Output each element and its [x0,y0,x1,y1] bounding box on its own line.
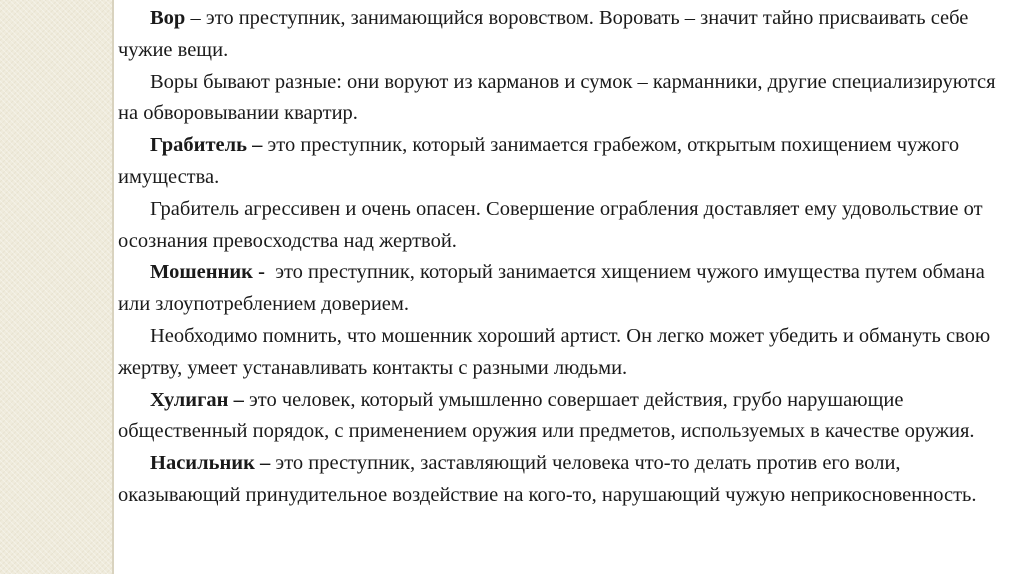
paragraph-nasilnik-definition [118,448,1018,512]
paragraph-khuligan-definition [118,385,1018,449]
term-nasilnik: Насильник – [150,452,271,475]
side-divider [112,0,114,574]
definition-text: это преступник, который занимается грабежом, открытым похищением чужого имущества. [118,134,960,188]
paragraph-moshennik-definition [118,257,1018,321]
paragraph-text: Необходимо помнить, что мошенник хороший артист. Он легко может убедить и обмануть свою жертву, умеет устанавливать контакты с разными людьми. [118,324,991,379]
paragraph-vor-types [118,67,1018,131]
paragraph-moshennik-description [118,321,1018,385]
definition-text: это преступник, заставляющий человека что-то делать против его воли, оказывающий принудительное воздействие на кого-то, нарушающий чужую неприкосновенность. [118,452,977,506]
paragraph-grabitel-description [118,194,1018,258]
term-vor: Вор [150,7,186,29]
definition-text: это человек, который умышленно совершает действия, грубо нарушающие общественный порядок, с применением оружия или предметов, используемых в качестве оружия. [118,388,975,443]
definition-text: – это преступник, занимающийся воровством. Воровать – значит тайно присваивать себе чужие вещи. [118,7,969,61]
paragraph-vor-definition [118,3,1018,67]
paragraph-text: Воры бывают разные: они воруют из карманов и сумок – карманники, другие специализируются на обворовывании квартир. [118,70,996,125]
slide-text-body [118,3,1018,512]
decorative-side-strip [0,0,112,574]
term-moshennik: Мошенник - [150,261,271,284]
definition-text: это преступник, который занимается хищением чужого имущества путем обмана или злоупотреблением доверием. [118,261,985,316]
paragraph-grabitel-definition [118,130,1018,194]
term-grabitel: Грабитель – [150,134,263,157]
paragraph-text: Грабитель агрессивен и очень опасен. Совершение ограбления доставляет ему удовольствие от осознания превосходства над жертвой. [118,197,983,252]
term-khuligan: Хулиган – [150,388,244,411]
